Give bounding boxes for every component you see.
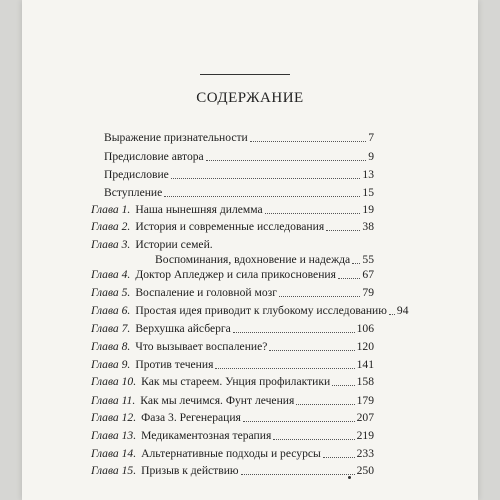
page-number: 120 bbox=[356, 340, 374, 353]
dot-leader bbox=[171, 178, 361, 179]
page-number: 106 bbox=[356, 322, 374, 335]
page-number: 55 bbox=[362, 253, 374, 266]
dot-leader bbox=[250, 141, 366, 142]
page-number: 179 bbox=[356, 394, 374, 407]
entry-title: Простая идея приводит к глубокому исследованию bbox=[135, 304, 387, 317]
entry-title: Альтернативные подходы и ресурсы bbox=[141, 447, 321, 460]
toc-entry bbox=[104, 129, 374, 146]
dot-leader bbox=[243, 421, 355, 422]
toc-entry bbox=[91, 445, 374, 462]
page-number: 67 bbox=[362, 268, 374, 281]
entry-title: Вступление bbox=[104, 186, 163, 199]
page-number: 141 bbox=[356, 358, 374, 371]
entry-title: Как мы стареем. Унция профилактики bbox=[141, 375, 331, 388]
page-number: 15 bbox=[362, 186, 374, 199]
page-number: 7 bbox=[368, 131, 374, 144]
toc-entry bbox=[91, 409, 374, 426]
dot-leader bbox=[269, 350, 354, 351]
entry-title: История и современные исследования bbox=[135, 220, 325, 233]
entry-title: Верхушка айсберга bbox=[135, 322, 231, 335]
chapter-number: Глава 15. bbox=[91, 464, 137, 477]
toc-entry bbox=[104, 166, 374, 183]
chapter-number: Глава 4. bbox=[91, 268, 131, 281]
dot-leader bbox=[273, 439, 354, 440]
page-number: 94 bbox=[396, 304, 409, 317]
entry-title: Наша нынешняя дилемма bbox=[135, 203, 263, 216]
toc-entry bbox=[104, 148, 374, 165]
toc-entry bbox=[91, 392, 374, 409]
chapter-number: Глава 14. bbox=[91, 447, 137, 460]
entry-title: Что вызывает воспаление? bbox=[135, 340, 268, 353]
dot-leader bbox=[389, 314, 395, 315]
page-number: 219 bbox=[356, 429, 374, 442]
page-number: 9 bbox=[368, 150, 374, 163]
chapter-number: Глава 9. bbox=[91, 358, 131, 371]
toc-entry bbox=[91, 338, 374, 355]
entry-title: Медикаментозная терапия bbox=[141, 429, 272, 442]
entry-title: Фаза 3. Регенерация bbox=[141, 411, 241, 424]
page-number: 13 bbox=[362, 168, 374, 181]
entry-title: Призыв к действию bbox=[141, 464, 239, 477]
toc-entry bbox=[104, 184, 374, 201]
entry-title: Предисловие bbox=[104, 168, 169, 181]
dot-leader bbox=[332, 385, 354, 386]
page-number: 250 bbox=[356, 464, 374, 477]
chapter-number: Глава 12. bbox=[91, 411, 137, 424]
chapter-number: Глава 3. bbox=[91, 238, 131, 251]
entry-title-line2: Воспоминания, вдохновение и надежда bbox=[155, 253, 351, 266]
toc-entry bbox=[91, 320, 374, 337]
dot-leader bbox=[352, 263, 360, 264]
toc-entry bbox=[91, 462, 374, 479]
entry-title: Против течения bbox=[135, 358, 214, 371]
toc-entry bbox=[91, 427, 374, 444]
chapter-number: Глава 1. bbox=[91, 203, 131, 216]
dot-leader bbox=[338, 278, 360, 279]
title-rule bbox=[200, 74, 290, 75]
entry-title: Предисловие автора bbox=[104, 150, 204, 163]
dot-leader bbox=[279, 296, 360, 297]
toc-entry bbox=[91, 284, 374, 301]
toc-entry bbox=[91, 266, 374, 283]
entry-title: Воспаление и головной мозг bbox=[135, 286, 277, 299]
page-number: 19 bbox=[362, 203, 374, 216]
toc-entry bbox=[91, 201, 374, 218]
dot-leader bbox=[326, 230, 360, 231]
chapter-number: Глава 2. bbox=[91, 220, 131, 233]
entry-title: Как мы лечимся. Фунт лечения bbox=[140, 394, 295, 407]
page-number: 38 bbox=[362, 220, 374, 233]
dot-leader bbox=[164, 196, 360, 197]
chapter-number: Глава 13. bbox=[91, 429, 137, 442]
chapter-number: Глава 5. bbox=[91, 286, 131, 299]
chapter-number: Глава 7. bbox=[91, 322, 131, 335]
dot-leader bbox=[215, 368, 354, 369]
page-speck bbox=[348, 476, 351, 479]
chapter-number: Глава 10. bbox=[91, 375, 137, 388]
page-number: 207 bbox=[356, 411, 374, 424]
page-number: 79 bbox=[362, 286, 374, 299]
dot-leader bbox=[233, 332, 355, 333]
dot-leader bbox=[296, 404, 354, 405]
toc-entry bbox=[91, 218, 374, 235]
dot-leader bbox=[323, 457, 355, 458]
page-title: СОДЕРЖАНИЕ bbox=[196, 90, 304, 106]
entry-title: Выражение признательности bbox=[104, 131, 248, 144]
page-number: 158 bbox=[356, 375, 374, 388]
chapter-number: Глава 8. bbox=[91, 340, 131, 353]
chapter-number: Глава 6. bbox=[91, 304, 131, 317]
page-number: 233 bbox=[356, 447, 374, 460]
entry-title: Доктор Апледжер и сила прикосновения bbox=[135, 268, 336, 281]
toc-entry bbox=[91, 373, 374, 390]
dot-leader bbox=[206, 160, 367, 161]
toc-entry bbox=[91, 356, 374, 373]
toc-entry bbox=[91, 302, 409, 319]
entry-title: Истории семей. bbox=[135, 238, 213, 251]
chapter-number: Глава 11. bbox=[91, 394, 136, 407]
dot-leader bbox=[265, 213, 361, 214]
dot-leader bbox=[241, 474, 355, 475]
